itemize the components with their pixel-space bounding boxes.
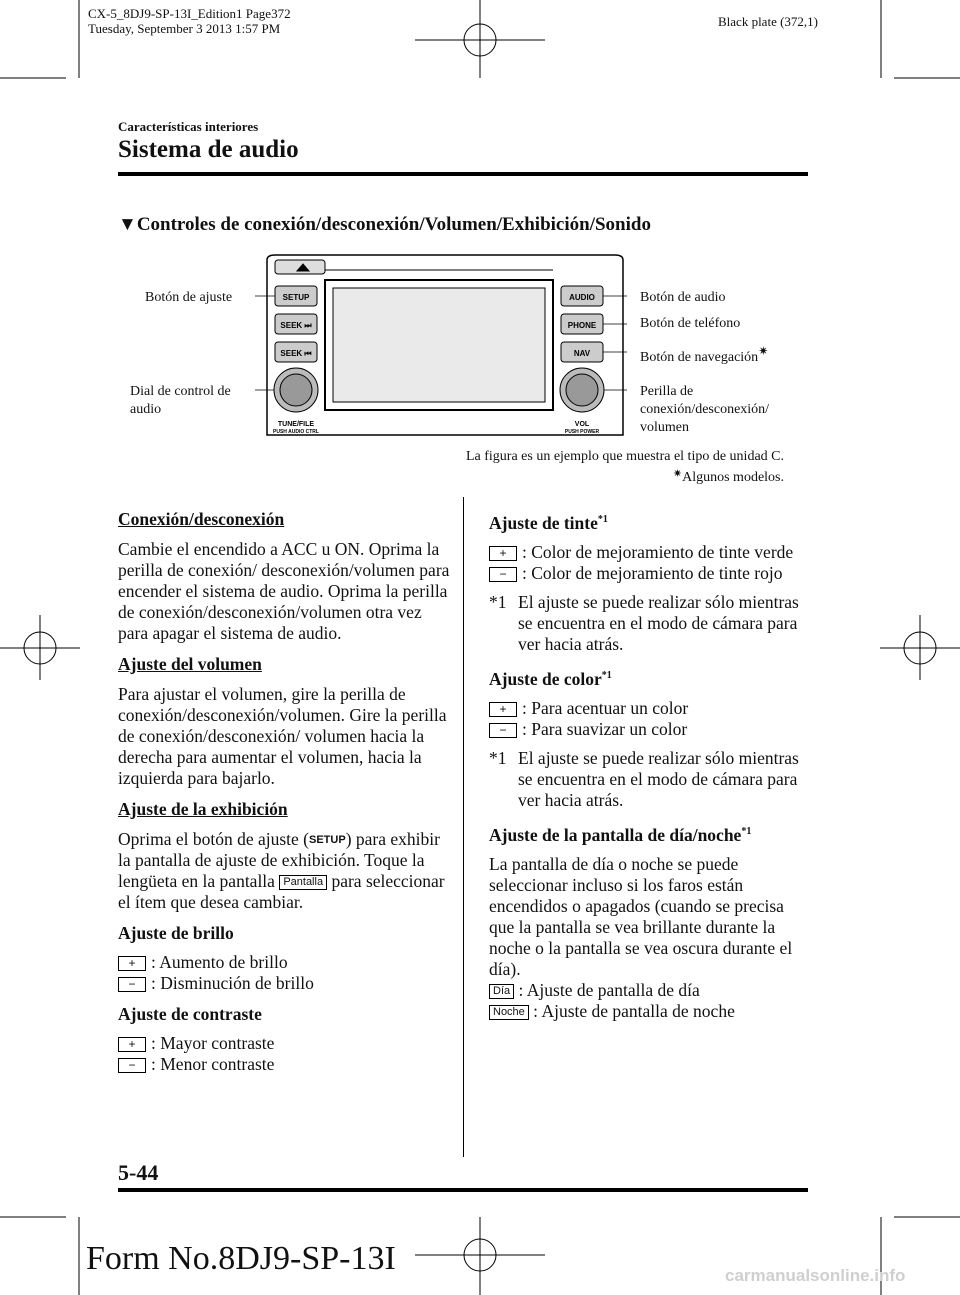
column-divider — [463, 497, 464, 1157]
display-heading: Ajuste de la exhibición — [118, 799, 288, 819]
display-text-part2: ) para exhibir la pantalla de ajuste de exhibición. Toque la lengüeta en la pantalla — [118, 829, 440, 891]
power-text: Cambie el encendido a ACC u ON. Oprima la perilla de conexión/ desconexión/volumen para encender el sistema de audio. Oprima la perilla de conexión/desconexión/volumen otra vez para apagar el sistema de audio. — [118, 539, 450, 643]
print-job-line1: CX-5_8DJ9-SP-13I_Edition1 Page372 — [88, 6, 291, 21]
audio-key-label: AUDIO — [569, 293, 595, 302]
color-plus-text: : Para acentuar un color — [522, 698, 689, 718]
vol-label: VOL — [574, 421, 590, 428]
watermark: carmanualsonline.info — [725, 1266, 906, 1285]
page-title: Sistema de audio — [118, 136, 299, 163]
volume-heading: Ajuste del volumen — [118, 654, 262, 674]
noche-row — [489, 1001, 809, 1022]
callout-setup-button: Botón de ajuste — [145, 290, 233, 305]
tint-plus-text: : Color de mejoramiento de tinte verde — [522, 542, 794, 562]
title-rule — [118, 172, 808, 176]
footer-rule — [118, 1188, 808, 1192]
footnote-marker: *1 — [489, 748, 507, 768]
display-text-part3: para seleccionar el ítem que desea cambiar. — [118, 871, 445, 912]
dia-row — [489, 980, 809, 1001]
footnote-marker: *1 — [489, 592, 507, 612]
callout-power-knob: Perilla de conexión/desconexión/ volumen — [640, 384, 770, 435]
audio-unit-illustration — [255, 250, 635, 445]
subsection-title-text: Controles de conexión/desconexión/Volumen/Exhibición/Sonido — [136, 214, 651, 235]
tint-plus-row — [489, 542, 809, 563]
tune-file-label: TUNE/FILE — [277, 421, 315, 428]
form-number: Form No.8DJ9-SP-13I — [86, 1240, 396, 1277]
figure-caption: La figura es un ejemplo que muestra el tipo de unidad C. — [465, 449, 784, 464]
callout-audio-dial: Dial de control de audio — [130, 384, 231, 417]
section-label: Características interiores — [118, 119, 259, 134]
phone-key-label: PHONE — [567, 321, 597, 330]
page-number: 5-44 — [118, 1160, 159, 1185]
down-triangle-icon: ▼ — [118, 214, 137, 235]
brightness-plus-row — [118, 952, 453, 973]
minus-key: − — [118, 1058, 146, 1073]
brightness-plus-text: : Aumento de brillo — [151, 952, 288, 972]
color-minus-text: : Para suavizar un color — [522, 719, 688, 739]
figure-note — [673, 465, 784, 487]
brightness-heading: Ajuste de brillo — [118, 923, 234, 943]
callout-phone-button: Botón de teléfono — [640, 316, 741, 331]
noche-text: : Ajuste de pantalla de noche — [533, 1001, 735, 1021]
subsection-title — [118, 214, 651, 236]
dia-text: : Ajuste de pantalla de día — [518, 980, 700, 1000]
contrast-minus-row — [118, 1054, 453, 1075]
contrast-heading: Ajuste de contraste — [118, 1004, 262, 1024]
asterisk-icon: ✷ — [672, 468, 683, 480]
push-audio-label: PUSH AUDIO CTRL — [273, 429, 319, 435]
seek-back-label: SEEK ⏮ — [280, 349, 312, 358]
callout-nav-text: Botón de navegación — [640, 350, 759, 365]
footnote-ref: *1 — [601, 670, 612, 681]
footnote-text: El ajuste se puede realizar sólo mientras se encuentra en el modo de cámara para ver hacia atrás. — [518, 748, 799, 810]
tint-heading-text: Ajuste de tinte — [489, 513, 598, 533]
figure-note-text: Algunos modelos. — [682, 470, 784, 485]
pantalla-key: Pantalla — [279, 875, 327, 890]
tint-minus-text: : Color de mejoramiento de tinte rojo — [522, 563, 783, 583]
noche-key: Noche — [489, 1005, 529, 1020]
setup-key: SETUP — [309, 834, 346, 846]
print-job-line2: Tuesday, September 3 2013 1:57 PM — [88, 21, 281, 36]
display-text-part1: Oprima el botón de ajuste ( — [118, 829, 309, 849]
asterisk-icon: ✷ — [758, 344, 769, 358]
tint-heading — [489, 509, 809, 534]
plus-key: + — [118, 1037, 146, 1052]
plus-key: + — [118, 956, 146, 971]
push-power-label: PUSH POWER — [564, 429, 600, 435]
minus-key: − — [489, 723, 517, 738]
daynight-heading-text: Ajuste de la pantalla de día/noche — [489, 825, 742, 845]
nav-key-label: NAV — [573, 349, 591, 358]
color-footnote — [489, 748, 809, 811]
color-minus-row — [489, 719, 809, 740]
contrast-plus-row — [118, 1033, 453, 1054]
footnote-text: El ajuste se puede realizar sólo mientras se encuentra en el modo de cámara para ver hacia atrás. — [518, 592, 799, 654]
setup-key-label: SETUP — [282, 293, 310, 302]
power-heading: Conexión/desconexión — [118, 509, 285, 529]
tint-footnote — [489, 592, 809, 655]
daynight-heading — [489, 821, 809, 846]
dia-key: Día — [489, 984, 514, 999]
color-heading-text: Ajuste de color — [489, 669, 602, 689]
minus-key: − — [489, 567, 517, 582]
plate-label: Black plate (372,1) — [718, 14, 818, 29]
callout-audio-button: Botón de audio — [640, 290, 726, 305]
display-text — [118, 829, 453, 913]
brightness-minus-text: : Disminución de brillo — [151, 973, 314, 993]
color-plus-row — [489, 698, 809, 719]
plus-key: + — [489, 702, 517, 717]
tint-minus-row — [489, 563, 809, 584]
footnote-ref: *1 — [597, 514, 608, 525]
daynight-text: La pantalla de día o noche se puede seleccionar incluso si los faros están encendidos o apagados (cuando se precisa que la pantalla se vea brillante durante la noche o la pantalla se vea oscura durante el día). — [489, 854, 793, 979]
seek-forward-label: SEEK ⏭ — [280, 321, 312, 330]
volume-text: Para ajustar el volumen, gire la perilla de conexión/desconexión/volumen. Gire la perilla de conexión/desconexión/ volumen hacia la derecha para aumentar el volumen, hacia la izquierda para bajarlo. — [118, 684, 447, 788]
brightness-minus-row — [118, 973, 453, 994]
plus-key: + — [489, 546, 517, 561]
contrast-minus-text: : Menor contraste — [151, 1054, 275, 1074]
callout-nav-button — [640, 342, 768, 367]
footnote-ref: *1 — [741, 826, 752, 837]
minus-key: − — [118, 977, 146, 992]
right-column — [489, 509, 809, 1022]
contrast-plus-text: : Mayor contraste — [151, 1033, 275, 1053]
left-column — [118, 509, 453, 1075]
color-heading — [489, 665, 809, 690]
